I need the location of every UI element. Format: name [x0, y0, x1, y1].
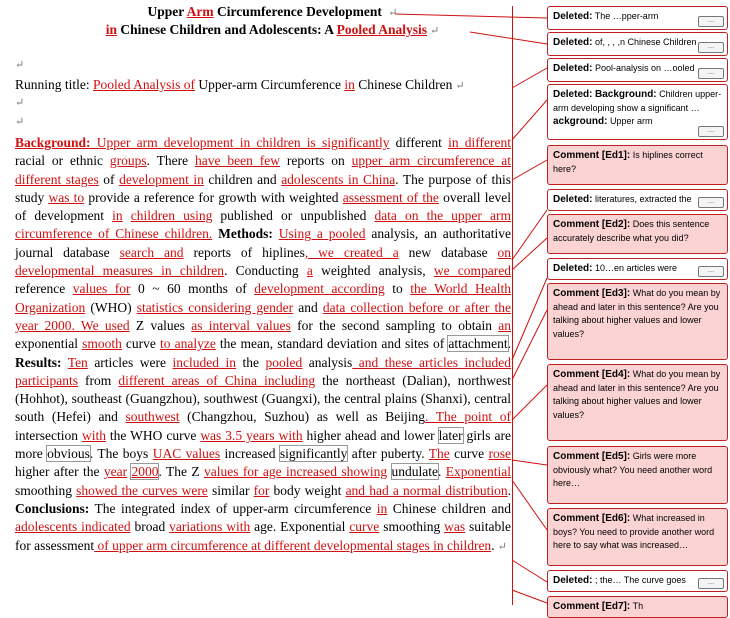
text-run: higher after the	[15, 464, 104, 480]
text-run: reference	[15, 281, 73, 297]
insertion[interactable]: with	[81, 427, 106, 443]
paragraph-mark-icon: ↵	[15, 59, 25, 71]
running-title-insertion[interactable]: in	[344, 77, 355, 92]
text-run: reports on	[280, 153, 352, 169]
insertion[interactable]: development according	[254, 281, 385, 297]
comment-label: Comment [Ed4]:	[553, 369, 631, 380]
comment-balloon[interactable]	[547, 214, 728, 254]
insertion[interactable]: upper arm circumference at different stages	[15, 153, 511, 187]
text-run: of	[98, 171, 120, 187]
text-run: , an authoritative journal database	[15, 226, 512, 260]
text-run: 0 ~ 60 months of	[130, 281, 255, 297]
balloon-label: Deleted:	[553, 11, 593, 22]
text-run: intersection	[15, 427, 82, 443]
text-run: (WHO)	[85, 299, 137, 315]
insertion[interactable]: , we created a	[304, 244, 399, 260]
insertion[interactable]: variations with	[169, 519, 251, 535]
insertion[interactable]: data collection before or after the year 2000. We used	[15, 299, 512, 333]
deletion-balloon[interactable]	[547, 84, 728, 140]
section-label-conclusions: Conclusions:	[15, 500, 90, 516]
balloon-text: The …pper-arm	[592, 11, 659, 21]
text-run: .	[438, 464, 446, 480]
insertion[interactable]: was 3.5 years with	[200, 427, 303, 443]
text-run: The integrated index of upper-arm circumference	[89, 500, 377, 516]
text-run: published or unpublished	[212, 208, 375, 224]
balloon-text: Pool-analysis on …ooled	[592, 63, 695, 73]
insertion[interactable]: as interval values	[191, 317, 291, 333]
balloon-text: ; the… The curve goes	[592, 575, 686, 585]
comment-text: What increased in boys? You need to provide another word here to say what was increased…	[553, 513, 715, 550]
text-run: . The boys	[89, 446, 153, 462]
text-run: the	[236, 354, 266, 370]
text-run: girls are more	[15, 427, 512, 462]
insertion[interactable]: rose	[488, 446, 511, 462]
paragraph-mark-icon: ↵	[388, 7, 398, 19]
ellipsis-button-icon[interactable]: …	[698, 16, 724, 27]
commented-text[interactable]: significantly	[279, 446, 348, 462]
text-run: weighted analysis,	[312, 263, 434, 279]
deletion-balloon[interactable]	[547, 6, 728, 30]
comment-text: What do you mean by ahead and later in this sentence? Are you talking about higher values and lower values?	[553, 369, 721, 420]
comment-balloon[interactable]	[547, 446, 728, 504]
comment-label: Comment [Ed6]:	[553, 513, 631, 524]
text-run: smoothing	[15, 482, 77, 498]
running-title-text: Upper-arm Circumference	[195, 77, 345, 92]
text-run: and sites of	[377, 336, 449, 352]
commented-text[interactable]: 2000	[131, 464, 159, 480]
insertion[interactable]: was	[444, 519, 466, 535]
insertion[interactable]: children using	[130, 208, 213, 224]
text-run: broad	[130, 519, 170, 535]
insertion[interactable]: development in	[119, 171, 204, 187]
comment-balloon[interactable]	[547, 508, 728, 566]
text-run: .	[507, 336, 511, 352]
deletion-balloon[interactable]	[547, 570, 728, 592]
running-title-text: Chinese Children	[354, 77, 453, 92]
balloon-text: of, , , ,n Chinese Children	[592, 37, 697, 47]
section-label-background: Background:	[15, 135, 91, 150]
insertion[interactable]: values for age increased showing	[203, 464, 388, 480]
text-run: Chinese children and	[387, 500, 511, 516]
commented-text[interactable]: attachment	[448, 336, 508, 352]
text-run: body weight	[269, 482, 346, 498]
insertion[interactable]: year	[103, 464, 128, 480]
comment-text: Is hiplines correct here?	[553, 150, 703, 174]
balloon-text: Children upper-arm developing show a significant …	[553, 89, 722, 113]
text-run: similar	[207, 482, 254, 498]
paragraph-mark-icon: ↵	[455, 80, 465, 92]
insertion[interactable]: adolescents indicated	[15, 519, 131, 535]
text-run: smoothing	[379, 519, 445, 535]
comment-label: Comment [Ed7]:	[553, 601, 631, 612]
text-run: .	[507, 482, 512, 498]
title-text: Upper	[147, 4, 187, 19]
commented-text[interactable]: undulate	[391, 464, 439, 480]
text-run: to	[384, 281, 411, 297]
comment-label: Comment [Ed2]:	[553, 219, 631, 230]
text-run: reports of hiplines	[183, 244, 305, 260]
insertion[interactable]: showed the curves were	[76, 482, 208, 498]
insertion[interactable]: values for	[72, 281, 131, 297]
insertion[interactable]: adolescents in China	[281, 171, 396, 187]
insertion[interactable]: have been few	[195, 153, 280, 169]
insertion[interactable]: we compared	[433, 263, 512, 279]
text-run: age. Exponential	[250, 519, 350, 535]
text-run: curve	[449, 446, 489, 462]
insertion[interactable]: in different	[448, 135, 511, 150]
insertion[interactable]: . The point of	[425, 409, 511, 425]
ellipsis-button-icon[interactable]: …	[698, 42, 724, 53]
ellipsis-button-icon[interactable]: …	[698, 126, 724, 137]
text-run: the northeast (Dalian), northwest (Hohhot), southeast (Guangzhou), southwest (Guangxi), the central plains (Shanxi), central south (Hefei) and	[15, 372, 511, 425]
section-label-methods: Methods:	[218, 226, 273, 242]
text-run: . The purpose of this study	[15, 171, 511, 205]
comment-text: Th	[630, 601, 644, 611]
text-run: for the second sampling to obtain	[290, 317, 499, 333]
text-run: Z values	[129, 317, 192, 333]
text-run: increased	[220, 446, 280, 462]
insertion[interactable]: Exponential	[445, 464, 511, 480]
text-run: suitable for assessment	[15, 519, 511, 553]
comment-text: Girls were more obviously what? You need another word here…	[553, 451, 713, 488]
ellipsis-button-icon[interactable]: …	[698, 197, 724, 208]
balloon-label: Deleted:	[553, 37, 593, 48]
text-run: .	[491, 537, 495, 553]
text-run: exponential	[15, 336, 83, 352]
ellipsis-button-icon[interactable]: …	[698, 266, 724, 277]
insertion[interactable]: the World Health Organization	[15, 281, 511, 315]
insertion[interactable]: curve	[349, 519, 380, 535]
text-run: articles were	[87, 354, 173, 370]
insertion[interactable]: a	[306, 263, 313, 279]
text-run: . Conducting	[224, 263, 307, 279]
text-run: and	[293, 299, 323, 315]
text-run: the mean, standard deviation	[215, 336, 378, 352]
insertion[interactable]: Ten	[67, 354, 88, 370]
balloon-text: literatures, extracted the	[592, 194, 692, 204]
balloon-label: Deleted:	[553, 194, 593, 205]
insertion[interactable]: to analyze	[160, 336, 216, 352]
insertion[interactable]: The	[428, 446, 450, 462]
text-run: new database	[398, 244, 498, 260]
comment-label: Comment [Ed3]:	[553, 288, 631, 299]
insertion[interactable]: and had a normal distribution	[345, 482, 508, 498]
section-label-results: Results:	[15, 354, 62, 370]
balloon-label: Deleted:	[553, 89, 593, 100]
deletion-balloon[interactable]	[547, 189, 728, 211]
title-text: Circumference Development	[213, 4, 386, 19]
insertion[interactable]: on developmental measures in children	[15, 244, 512, 279]
text-run: . The Z	[158, 464, 204, 480]
insertion[interactable]: in	[112, 208, 123, 224]
text-run: from	[77, 372, 119, 388]
balloon-label: ackground:	[553, 116, 608, 127]
comment-balloon[interactable]	[547, 283, 728, 360]
insertion[interactable]: different areas of China including	[118, 372, 316, 388]
comment-label: Comment [Ed1]:	[553, 150, 631, 161]
paragraph-mark-icon: ↵	[430, 25, 440, 37]
paragraph-mark-icon: ↵	[15, 97, 25, 109]
title-insertion[interactable]: Arm	[186, 4, 214, 19]
insertion[interactable]: was to	[48, 189, 85, 205]
insertion[interactable]: and these articles included participants	[15, 354, 511, 388]
insertion[interactable]: search and	[119, 244, 184, 260]
balloon-text: Upper arm	[607, 116, 653, 126]
insertion[interactable]: southwest	[125, 409, 180, 425]
comment-text: What do you mean by ahead and later in this sentence? Are you talking about higher values and lower values?	[553, 288, 721, 339]
balloon-label: Deleted:	[553, 575, 593, 586]
commented-text[interactable]: obvious	[47, 446, 90, 462]
text-run: overall level of development	[15, 189, 512, 224]
ellipsis-button-icon[interactable]: …	[698, 578, 724, 589]
insertion[interactable]: pooled	[265, 354, 303, 370]
title-insertion[interactable]: in	[105, 22, 118, 37]
insertion[interactable]: groups	[109, 153, 147, 169]
title-text: Chinese Children and Adolescents: A	[117, 22, 337, 37]
balloon-text: 10…en articles were	[592, 263, 677, 273]
ellipsis-button-icon[interactable]: …	[698, 68, 724, 79]
running-title-insertion[interactable]: Pooled Analysis of	[93, 77, 196, 92]
text-run: after puberty.	[347, 446, 429, 462]
insertion[interactable]: statistics considering gender	[136, 299, 294, 315]
balloon-label: Deleted:	[553, 63, 593, 74]
commented-text[interactable]: later	[438, 427, 463, 443]
text-run: (Changzhou, Suzhou) as well as Beijing	[179, 409, 426, 425]
insertion[interactable]: UAC values	[152, 446, 221, 462]
text-run: different	[389, 135, 449, 150]
insertion[interactable]: assessment of the	[342, 189, 439, 205]
title-insertion[interactable]: Pooled Analysis	[336, 22, 427, 37]
insertion[interactable]: Using a pooled	[278, 226, 366, 242]
text-run: analysis	[365, 226, 415, 242]
balloon-label: Deleted:	[553, 263, 593, 274]
text-run: higher ahead and lower	[302, 427, 439, 443]
markup-balloon-area	[545, 0, 730, 612]
text-run: children and	[203, 171, 282, 187]
insertion[interactable]: of upper arm circumference at different developmental stages in children	[94, 537, 492, 553]
insertion[interactable]: an	[498, 317, 511, 333]
running-title-label: Running title:	[15, 77, 94, 92]
paragraph-mark-icon: ↵	[497, 540, 507, 553]
text-run: the WHO curve	[105, 427, 201, 443]
insertion[interactable]: for	[253, 482, 270, 498]
insertion[interactable]: smooth	[82, 336, 122, 352]
deletion-balloon[interactable]	[547, 258, 728, 280]
text-run: . There	[146, 153, 196, 169]
text-run: curve	[121, 336, 161, 352]
balloon-label: Background:	[594, 89, 657, 100]
comment-balloon[interactable]	[547, 596, 728, 618]
comment-label: Comment [Ed5]:	[553, 451, 631, 462]
text-run: provide a reference for growth with weighted	[84, 189, 343, 205]
text-run: racial or ethnic	[15, 153, 110, 169]
insertion[interactable]: data on the upper arm circumference of Chinese children.	[15, 208, 511, 242]
deletion-balloon[interactable]	[547, 32, 728, 56]
text-run: analysis	[302, 354, 353, 370]
insertion[interactable]: included in	[172, 354, 237, 370]
comment-text: Does this sentence accurately describe what you did?	[553, 219, 710, 243]
insertion[interactable]: Upper arm development in children is significantly	[90, 135, 390, 150]
paragraph-mark-icon: ↵	[15, 116, 25, 128]
comment-balloon[interactable]	[547, 364, 728, 441]
insertion[interactable]: in	[376, 500, 388, 516]
comment-balloon[interactable]	[547, 145, 728, 185]
deletion-balloon[interactable]	[547, 58, 728, 82]
